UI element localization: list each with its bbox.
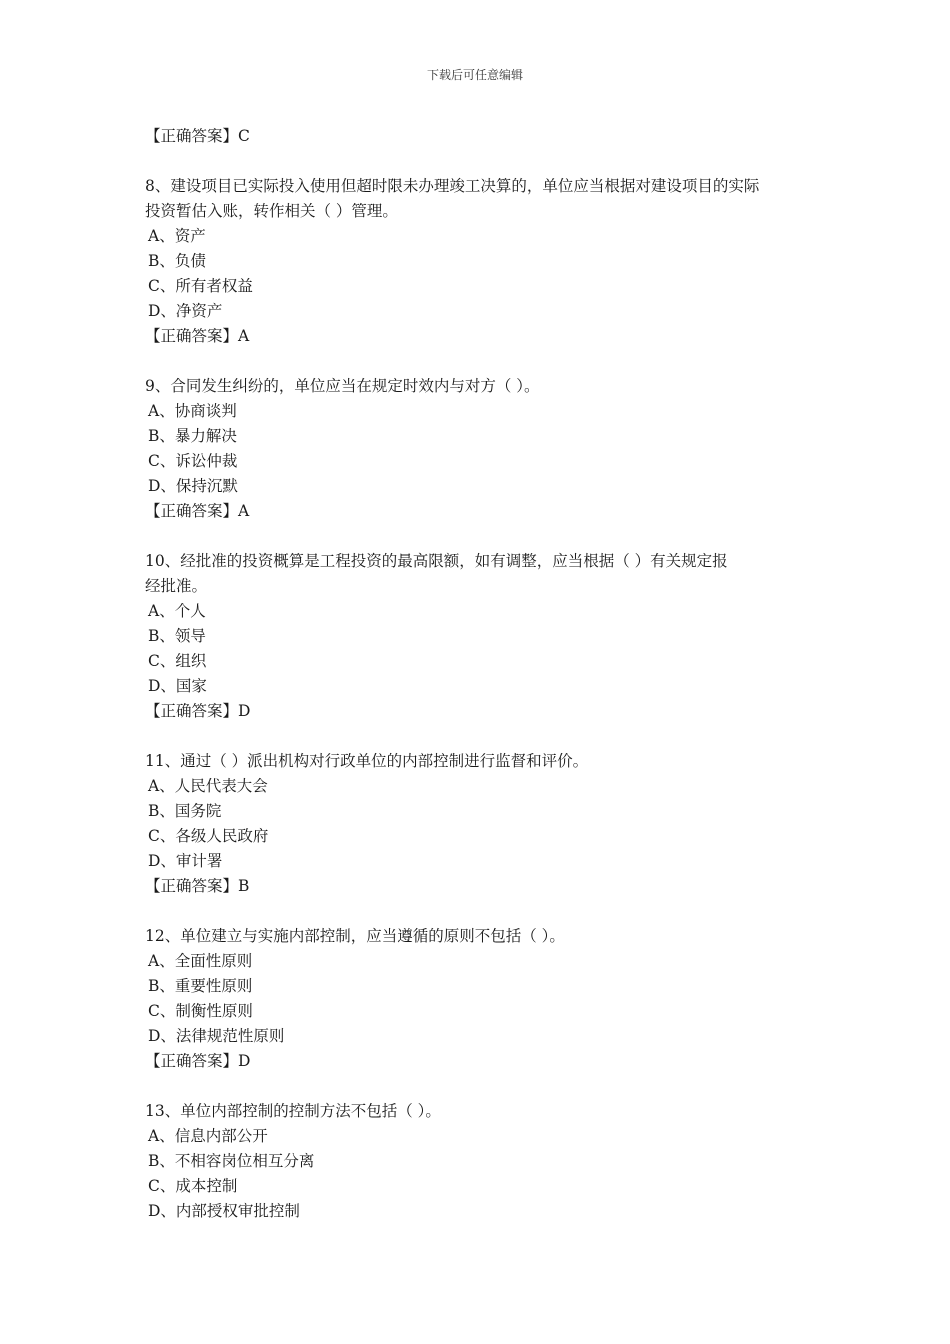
question-block (145, 174, 815, 349)
question-stem-line: 9、合同发生纠纷的，单位应当在规定时效内与对方（ ）。 (145, 377, 540, 395)
answer-option: D、法律规范性原则 (148, 1027, 285, 1045)
correct-answer: 【正确答案】A (145, 502, 250, 520)
answer-option: A、个人 (148, 602, 206, 620)
answer-option: B、负债 (148, 252, 206, 270)
question-stem-line: 11、通过（ ）派出机构对行政单位的内部控制进行监督和评价。 (145, 752, 589, 770)
answer-option: C、诉讼仲裁 (148, 452, 238, 470)
correct-answer: 【正确答案】D (145, 702, 251, 720)
answer-option: D、内部授权审批控制 (148, 1202, 300, 1220)
answer-option: B、领导 (148, 627, 206, 645)
answer-option: B、重要性原则 (148, 977, 253, 995)
answer-option: D、国家 (148, 677, 207, 695)
answer-option: B、不相容岗位相互分离 (148, 1152, 315, 1170)
question-block (145, 549, 815, 724)
answer-option: A、资产 (148, 227, 206, 245)
question-list (145, 174, 815, 1224)
question-block (145, 924, 815, 1074)
correct-answer: 【正确答案】A (145, 327, 250, 345)
page-header: 下载后可任意编辑 (426, 68, 523, 82)
answer-option: A、协商谈判 (148, 402, 237, 420)
question-block (145, 374, 815, 524)
answer-option: C、组织 (148, 652, 207, 670)
correct-answer: 【正确答案】C (145, 127, 250, 145)
previous-answer-block (145, 124, 815, 149)
answer-option: A、信息内部公开 (148, 1127, 268, 1145)
question-stem-line: 10、经批准的投资概算是工程投资的最高限额，如有调整，应当根据（ ）有关规定报 (145, 552, 728, 570)
question-stem-line: 投资暂估入账，转作相关（ ）管理。 (145, 202, 398, 220)
answer-option: D、审计署 (148, 852, 223, 870)
question-stem-line: 12、单位建立与实施内部控制，应当遵循的原则不包括（ ）。 (145, 927, 565, 945)
answer-option: C、制衡性原则 (148, 1002, 253, 1020)
answer-option: D、保持沉默 (148, 477, 238, 495)
answer-option: D、净资产 (148, 302, 223, 320)
answer-option: A、全面性原则 (148, 952, 253, 970)
question-block (145, 1099, 815, 1224)
correct-answer: 【正确答案】B (145, 877, 250, 895)
answer-option: C、各级人民政府 (148, 827, 269, 845)
answer-option: A、人民代表大会 (148, 777, 268, 795)
answer-option: C、成本控制 (148, 1177, 238, 1195)
question-block (145, 749, 815, 899)
question-stem-line: 经批准。 (145, 577, 208, 595)
question-stem-line: 13、单位内部控制的控制方法不包括（ ）。 (145, 1102, 441, 1120)
correct-answer: 【正确答案】D (145, 1052, 251, 1070)
answer-option: B、暴力解决 (148, 427, 237, 445)
question-stem-line: 8、建设项目已实际投入使用但超时限未办理竣工决算的，单位应当根据对建设项目的实际 (145, 177, 760, 195)
answer-option: C、所有者权益 (148, 277, 253, 295)
document-body (145, 124, 815, 1249)
answer-option: B、国务院 (148, 802, 222, 820)
